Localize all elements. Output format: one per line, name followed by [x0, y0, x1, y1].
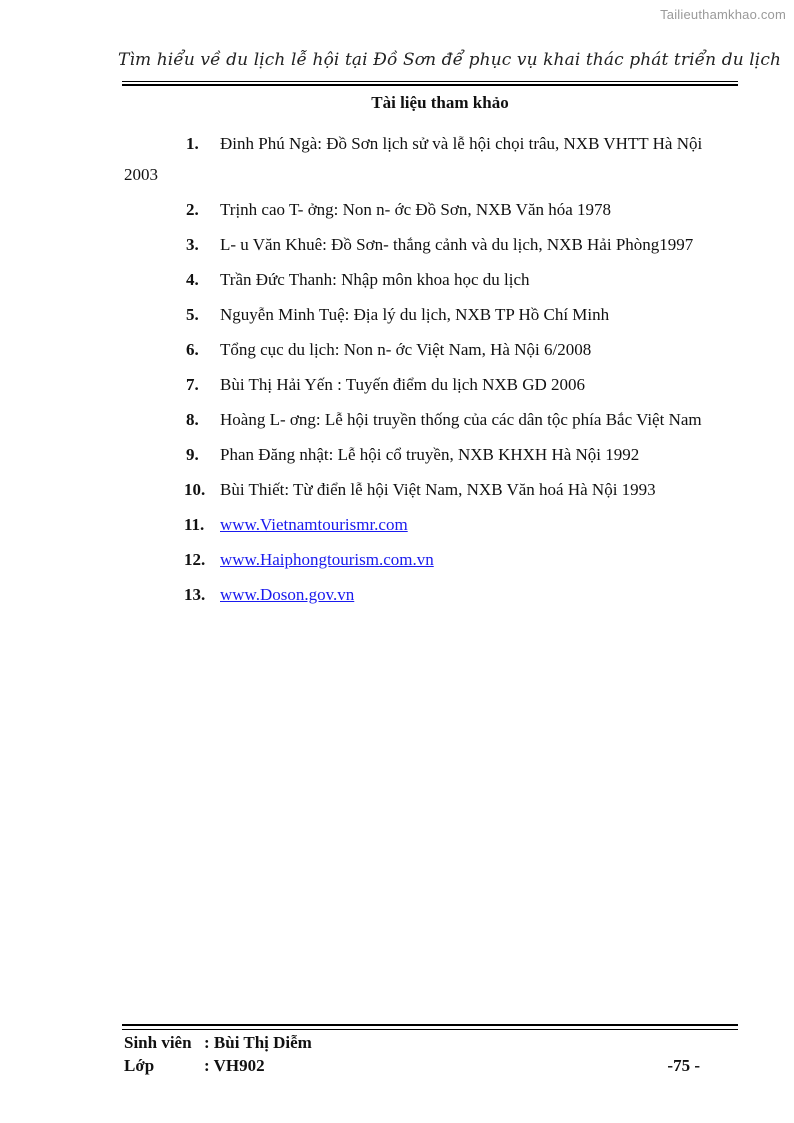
reference-item: [124, 404, 724, 435]
reference-text: Trịnh cao T- ởng: Non n- ớc Đồ Sơn, NXB Văn hóa 1978: [220, 200, 612, 219]
reference-item: [124, 544, 724, 575]
reference-text: Trần Đức Thanh: Nhập môn khoa học du lịch: [220, 270, 530, 289]
reference-number: 4.: [186, 270, 199, 289]
student-label: Sinh viên: [124, 1033, 192, 1052]
reference-link-vietnamtourism[interactable]: www.Vietnamtourismr.com: [220, 515, 408, 534]
reference-item: [124, 579, 724, 610]
reference-item: [124, 194, 724, 225]
reference-number: 5.: [186, 305, 199, 324]
reference-item: [124, 334, 724, 365]
reference-item: [124, 439, 724, 470]
reference-text: Hoàng L- ơng: Lễ hội truyền thống của các dân tộc phía Bắc Việt Nam: [220, 410, 702, 429]
reference-number: 9.: [186, 445, 199, 464]
reference-item: [124, 229, 724, 260]
reference-text: Bùi Thị Hải Yến : Tuyến điểm du lịch NXB GD 2006: [220, 375, 586, 394]
reference-item: [124, 128, 724, 190]
header-rule-thin: [122, 81, 738, 82]
reference-text: L- u Văn Khuê: Đồ Sơn- thắng cảnh và du lịch, NXB Hải Phòng1997: [220, 235, 694, 254]
reference-text: Đinh Phú Ngà: Đồ Sơn lịch sử và lễ hội chọi trâu, NXB VHTT Hà Nội 2003: [124, 134, 703, 184]
reference-text: Tổng cục du lịch: Non n- ớc Việt Nam, Hà Nội 6/2008: [220, 340, 592, 359]
running-header-title: Tìm hiểu về du lịch lễ hội tại Đồ Sơn để phục vụ khai thác phát triển du lịch: [118, 50, 781, 70]
reference-number: 1.: [186, 134, 199, 153]
reference-number: 13.: [184, 585, 206, 604]
footer-rule-thin: [122, 1029, 738, 1030]
section-title: Tài liệu tham khảo: [371, 93, 509, 112]
watermark-text: Tailieuthamkhao.com: [660, 7, 786, 22]
student-value: : Bùi Thị Diễm: [204, 1033, 312, 1052]
reference-number: 7.: [186, 375, 199, 394]
reference-number: 11.: [184, 515, 205, 534]
reference-number: 12.: [184, 550, 206, 569]
footer-student: [124, 1033, 312, 1053]
reference-number: 2.: [186, 200, 199, 219]
footer-class: [124, 1056, 265, 1076]
reference-text: Nguyễn Minh Tuệ: Địa lý du lịch, NXB TP Hồ Chí Minh: [220, 305, 610, 324]
page-number: -75 -: [667, 1056, 700, 1075]
reference-link-haiphongtourism[interactable]: www.Haiphongtourism.com.vn: [220, 550, 434, 569]
reference-list: [124, 128, 724, 614]
header-rule-thick: [122, 84, 738, 86]
reference-link-doson[interactable]: www.Doson.gov.vn: [220, 585, 355, 604]
class-value: : VH902: [204, 1056, 265, 1075]
reference-number: 8.: [186, 410, 199, 429]
class-label: Lớp: [124, 1056, 155, 1075]
reference-item: [124, 509, 724, 540]
reference-item: [124, 474, 724, 505]
reference-text: Bùi Thiết: Từ điển lễ hội Việt Nam, NXB Văn hoá Hà Nội 1993: [220, 480, 656, 499]
reference-item: [124, 369, 724, 400]
reference-number: 10.: [184, 480, 206, 499]
reference-number: 6.: [186, 340, 199, 359]
reference-item: [124, 299, 724, 330]
reference-number: 3.: [186, 235, 199, 254]
reference-text: Phan Đăng nhật: Lễ hội cổ truyền, NXB KHXH Hà Nội 1992: [220, 445, 640, 464]
footer-rule-thick: [122, 1024, 738, 1026]
reference-item: [124, 264, 724, 295]
